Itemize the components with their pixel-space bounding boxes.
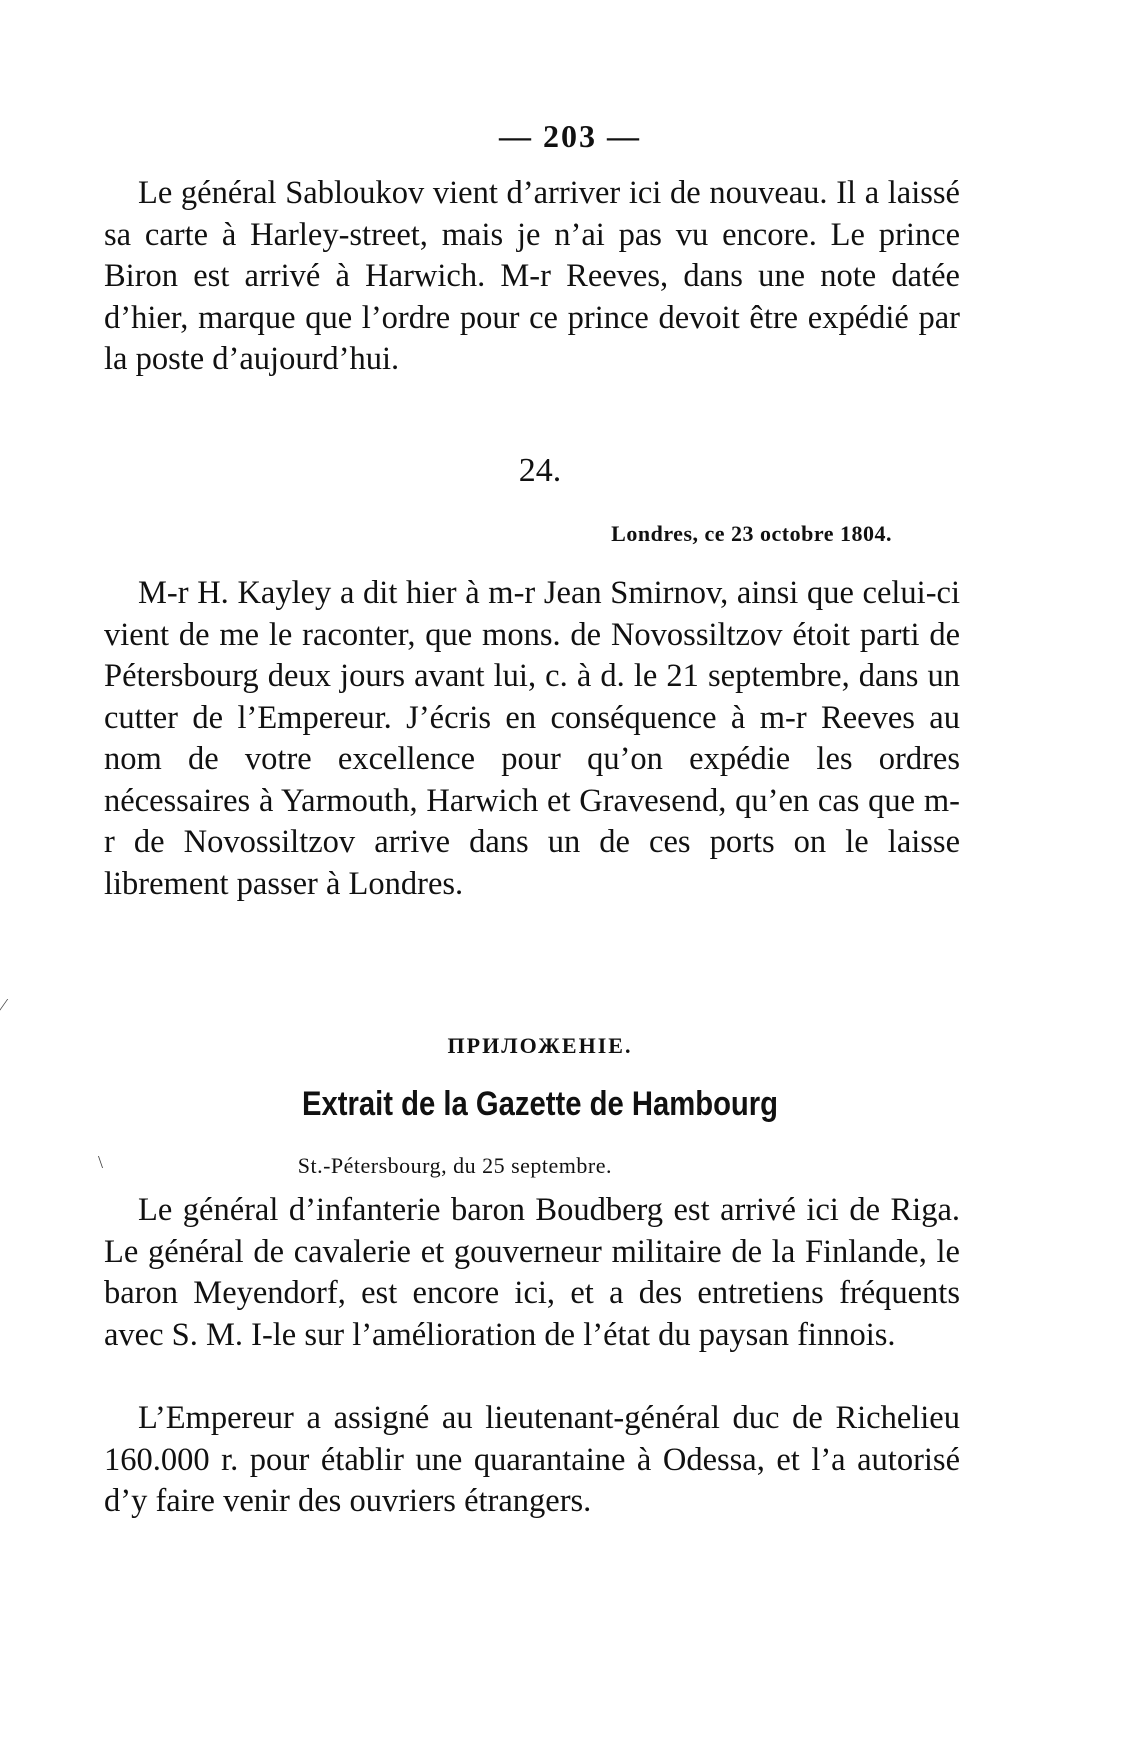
appendix-title: Extrait de la Gazette de Hambourg (301, 1085, 779, 1123)
letter-number: 24. (518, 452, 562, 489)
paragraph-kayley (104, 573, 960, 905)
paragraph-text: M-r H. Kayley a dit hier à m-r Jean Smirnov, ainsi que celui-ci vient de me le raconter, que mons. de Novossiltzov étoit parti de Pétersbourg deux jours avant lui, c. à d. le 21 septembre, dans un cutter de l’Empereur. J’écris en conséquence à m-r Reeves au nom de votre excellence pour qu’on expédie les ordres nécessaires à Yarmouth, Harwich et Gravesend, qu’en cas que m-r de Novossiltzov arrive dans un de ces ports on le laisse librement passer à Londres. (104, 575, 960, 902)
paragraph-text: Le général d’infanterie baron Boudberg est arrivé ici de Riga. Le général de cavalerie et gouverneur militaire de la Finlande, le baron Meyendorf, est encore ici, et a des entretiens fréquents avec S. M. I-le sur l’amélioration de l’état du paysan finnois. (104, 1192, 960, 1353)
appendix-label: ПРИЛОЖЕНІЕ. (447, 1033, 633, 1058)
scan-speck: \ (98, 1152, 104, 1172)
paragraph-text: L’Empereur a assigné au lieutenant-général duc de Richelieu 160.000 r. pour établir une quarantaine à Odessa, et l’a autorisé d’y faire venir des ouvriers étrangers. (104, 1400, 960, 1519)
appendix-dateline: St.-Pétersbourg, du 25 septembre. (297, 1153, 612, 1178)
letter-dateline: Londres, ce 23 octobre 1804. (611, 521, 892, 546)
page-number: — 203 — (499, 118, 641, 154)
paragraph-sabloukov (104, 173, 960, 381)
paragraph-boudberg (104, 1190, 960, 1356)
scan-speck: ⁄ (2, 995, 6, 1015)
paragraph-text: Le général Sabloukov vient d’arriver ici de nouveau. Il a laissé sa carte à Harley-street, mais je n’ai pas vu encore. Le prince Biron est arrivé à Harwich. M-r Reeves, dans une note datée d’hier, marque que l’ordre pour ce prince devoit être expédié par la poste d’aujourd’hui. (104, 175, 960, 377)
paragraph-richelieu (104, 1398, 960, 1523)
